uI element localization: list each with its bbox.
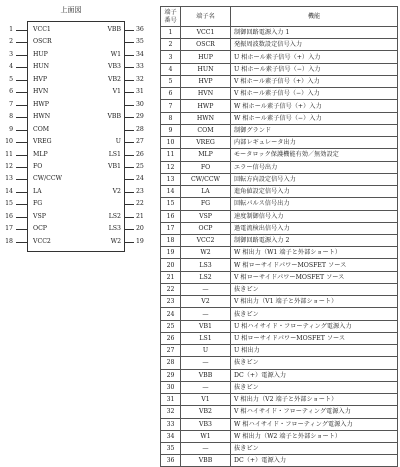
table-row [161,124,398,136]
cell-pin-number: 1 [161,27,181,39]
diagram-pin-left [3,86,73,98]
cell-function: 回転方向設定信号入力 [231,173,398,185]
cell-pin-name: HUP [181,51,231,63]
header-pin-number: 端子 番号 [161,7,181,27]
table-row [161,39,398,51]
diagram-pin-left [3,124,73,136]
pin-label: V2 [112,187,121,195]
pin-lead [125,55,134,56]
pin-number: 13 [5,175,13,183]
cell-pin-number: 27 [161,345,181,357]
pin-lead [16,117,27,118]
diagram-pin-left [3,161,73,173]
cell-pin-name: HWN [181,112,231,124]
pin-label: HWN [33,113,51,121]
pin-label: OCP [33,225,47,233]
cell-pin-number: 20 [161,259,181,271]
cell-pin-number: 14 [161,186,181,198]
pin-number: 15 [5,200,13,208]
table-row [161,296,398,308]
table-row [161,320,398,332]
cell-function: U 相ローサイドパワーMOSFET ソース [231,332,398,344]
cell-pin-number: 26 [161,332,181,344]
diagram-pin-left [3,198,73,210]
cell-pin-number: 29 [161,369,181,381]
table-row [161,345,398,357]
pin-label: VB2 [108,75,121,83]
cell-function: 制御回路電源入力 2 [231,234,398,246]
cell-pin-number: 33 [161,418,181,430]
table-row [161,381,398,393]
table-row [161,198,398,210]
cell-pin-number: 8 [161,112,181,124]
table-row [161,161,398,173]
pin-label: VSP [33,212,46,220]
diagram-pin-right [82,99,158,111]
diagram-pin-left [3,61,73,73]
table-row [161,100,398,112]
pin-lead [125,67,134,68]
pin-number: 7 [9,100,13,108]
pin-label: LS3 [108,225,121,233]
pin-number: 31 [136,88,144,96]
diagram-pin-right [82,49,158,61]
pin-label: LS1 [108,150,121,158]
cell-pin-number: 5 [161,75,181,87]
cell-pin-number: 22 [161,283,181,295]
cell-pin-name: — [181,357,231,369]
table-row [161,430,398,442]
pin-number: 10 [5,138,13,146]
pin-lead [125,217,134,218]
table-row [161,63,398,75]
cell-function: W 相ホール素子信号（−）入力 [231,112,398,124]
table-row [161,308,398,320]
pin-number: 28 [136,125,144,133]
cell-function: U 相ホール素子信号（−）入力 [231,63,398,75]
cell-function: 抜きピン [231,381,398,393]
cell-function: W 相出力（W1 端子と外部ショート） [231,247,398,259]
pin-label: FG [33,200,43,208]
diagram-pin-right [82,223,158,235]
pin-number: 22 [136,200,144,208]
pin-lead [125,167,134,168]
pin-number: 27 [136,138,144,146]
pin-label: VB3 [108,63,121,71]
cell-function: W 相ローサイドパワーMOSFET ソース [231,259,398,271]
diagram-pin-right [82,111,158,123]
table-row [161,406,398,418]
diagram-pin-right [82,236,158,248]
pin-lead [16,204,27,205]
pin-lead [16,167,27,168]
table-row [161,137,398,149]
cell-function: V 相出力（V2 端子と外部ショート） [231,394,398,406]
cell-function: 発振周波数設定信号入力 [231,39,398,51]
cell-function: U 相出力 [231,345,398,357]
pin-number: 29 [136,113,144,121]
diagram-pin-left [3,99,73,111]
pin-lead [16,217,27,218]
pin-lead [125,30,134,31]
header-function: 機能 [231,7,398,27]
cell-pin-name: W1 [181,430,231,442]
diagram-pin-left [3,136,73,148]
pin-lead [16,130,27,131]
cell-pin-name: OSCR [181,39,231,51]
table-row [161,222,398,234]
diagram-pin-left [3,223,73,235]
diagram-pin-left [3,36,73,48]
pin-number: 35 [136,38,144,46]
cell-pin-name: — [181,381,231,393]
pin-number: 33 [136,63,144,71]
cell-pin-name: W2 [181,247,231,259]
table-row [161,186,398,198]
cell-function: V 相ハイサイド・フローティング電源入力 [231,406,398,418]
pin-number: 25 [136,162,144,170]
cell-pin-name: VB1 [181,320,231,332]
cell-pin-name: LS2 [181,271,231,283]
cell-pin-number: 11 [161,149,181,161]
cell-pin-name: LS1 [181,332,231,344]
cell-function: 速度制御信号入力 [231,210,398,222]
cell-pin-number: 32 [161,406,181,418]
cell-pin-number: 34 [161,430,181,442]
diagram-pin-right [82,124,158,136]
diagram-pin-right [82,198,158,210]
cell-function: U 相ハイサイド・フローティング電源入力 [231,320,398,332]
pin-lead [16,55,27,56]
cell-pin-name: VBB [181,369,231,381]
diagram-pin-right [82,211,158,223]
header-pin-name: 端子名 [181,7,231,27]
cell-pin-number: 9 [161,124,181,136]
pin-label: HVN [33,88,49,96]
cell-pin-number: 3 [161,51,181,63]
table-row [161,332,398,344]
pin-lead [125,155,134,156]
cell-pin-name: LA [181,186,231,198]
diagram-pin-left [3,173,73,185]
pin-label: W2 [110,237,121,245]
pin-lead [16,155,27,156]
cell-pin-name: VSP [181,210,231,222]
pin-layout-diagram [0,0,158,458]
pin-number: 1 [9,26,13,33]
table-row [161,75,398,87]
cell-pin-number: 31 [161,394,181,406]
pin-label: LS2 [108,212,121,220]
pin-lead [125,80,134,81]
cell-pin-name: LS3 [181,259,231,271]
pin-number: 16 [5,212,13,220]
pin-label: HUP [33,50,48,58]
cell-pin-name: HWP [181,100,231,112]
pin-lead [125,117,134,118]
diagram-pin-left [3,211,73,223]
pin-number: 12 [5,162,13,170]
cell-pin-number: 6 [161,88,181,100]
diagram-pin-left [3,24,73,36]
cell-pin-number: 16 [161,210,181,222]
pin-lead [16,105,27,106]
cell-pin-number: 25 [161,320,181,332]
pin-number: 8 [9,113,13,121]
pin-number: 34 [136,50,144,58]
cell-pin-name: VREG [181,137,231,149]
diagram-title: 上面図 [60,6,82,14]
pin-number: 26 [136,150,144,158]
table-row [161,418,398,430]
cell-function: 制御グランド [231,124,398,136]
cell-pin-name: U [181,345,231,357]
pin-number: 23 [136,187,144,195]
cell-function: 回転パルス信号出力 [231,198,398,210]
cell-function: 進角値設定信号入力 [231,186,398,198]
cell-pin-name: FO [181,161,231,173]
cell-function: W 相出力（W2 端子と外部ショート） [231,430,398,442]
pin-label: LA [33,187,42,195]
diagram-pin-right [82,136,158,148]
pin-number: 5 [9,75,13,83]
cell-pin-number: 4 [161,63,181,75]
pin-lead [16,67,27,68]
cell-function: W 相ホール素子信号（+）入力 [231,100,398,112]
cell-pin-number: 12 [161,161,181,173]
diagram-pin-left [3,49,73,61]
table-row [161,357,398,369]
cell-pin-number: 19 [161,247,181,259]
cell-pin-name: — [181,308,231,320]
cell-pin-number: 18 [161,234,181,246]
cell-pin-number: 36 [161,455,181,467]
pin-number: 24 [136,175,144,183]
table-row [161,369,398,381]
pin-label: VBB [107,113,121,121]
pin-label: VREG [33,138,52,146]
pin-label: VBB [107,26,121,33]
pin-number: 17 [5,225,13,233]
pin-lead [16,229,27,230]
table-row [161,27,398,39]
pin-lead [125,242,134,243]
diagram-pin-left [3,74,73,86]
cell-pin-name: VB2 [181,406,231,418]
cell-pin-number: 28 [161,357,181,369]
table-row [161,210,398,222]
cell-function: W 相ハイサイド・フローティング電源入力 [231,418,398,430]
pin-number: 11 [5,150,13,158]
cell-pin-number: 21 [161,271,181,283]
cell-pin-name: MLP [181,149,231,161]
pin-label: CW/CCW [33,175,63,183]
diagram-pin-right [82,149,158,161]
pin-number: 6 [9,88,13,96]
pin-label: U [115,138,121,146]
pin-lead [125,204,134,205]
table-row [161,259,398,271]
pin-number: 2 [9,38,13,46]
cell-pin-name: COM [181,124,231,136]
cell-function: エラー信号出力 [231,161,398,173]
cell-pin-number: 24 [161,308,181,320]
pin-lead [125,92,134,93]
cell-function: 抜きピン [231,283,398,295]
pin-label: V1 [112,88,121,96]
cell-function: 抜きピン [231,308,398,320]
diagram-pin-right [82,86,158,98]
cell-pin-number: 7 [161,100,181,112]
pin-function-table [160,6,398,467]
cell-function: DC（+）電源入力 [231,369,398,381]
table-row [161,283,398,295]
pin-lead [16,42,27,43]
cell-pin-number: 2 [161,39,181,51]
cell-function: 制御回路電源入力 1 [231,27,398,39]
pin-number: 21 [136,212,144,220]
cell-pin-name: VCC1 [181,27,231,39]
pin-lead [16,179,27,180]
cell-function: V 相ホール素子信号（−）入力 [231,88,398,100]
cell-function: V 相ホール素子信号（+）入力 [231,75,398,87]
table-row [161,234,398,246]
diagram-pin-right [82,24,158,36]
cell-pin-name: — [181,442,231,454]
cell-pin-name: HVP [181,75,231,87]
table-row [161,149,398,161]
pin-lead [16,192,27,193]
pin-label: VB1 [108,162,121,170]
diagram-pin-right [82,61,158,73]
pin-label: HUN [33,63,50,71]
pin-label: COM [33,125,50,133]
cell-pin-name: HVN [181,88,231,100]
cell-pin-name: V2 [181,296,231,308]
table-row [161,173,398,185]
pin-label: HVP [33,75,48,83]
pin-label: FO [33,162,43,170]
pin-number: 19 [136,237,144,245]
pin-label: VCC2 [33,237,51,245]
cell-pin-number: 13 [161,173,181,185]
diagram-pin-right [82,186,158,198]
pin-number: 20 [136,225,144,233]
diagram-pin-left [3,186,73,198]
cell-pin-number: 30 [161,381,181,393]
pin-lead [16,242,27,243]
cell-function: U 相ホール素子信号（+）入力 [231,51,398,63]
diagram-pin-left [3,111,73,123]
cell-pin-name: VBB [181,455,231,467]
pin-lead [16,30,27,31]
table-header-row [161,7,398,27]
diagram-pin-right [82,161,158,173]
cell-pin-name: CW/CCW [181,173,231,185]
table-row [161,51,398,63]
cell-pin-number: 35 [161,442,181,454]
pin-label: W1 [110,50,121,58]
pin-number: 9 [9,125,13,133]
pin-lead [125,142,134,143]
cell-function: DC（+）電源入力 [231,455,398,467]
pin-lead [125,192,134,193]
cell-function: 抜きピン [231,442,398,454]
pin-lead [125,229,134,230]
pin-number: 32 [136,75,144,83]
diagram-pin-right [82,36,158,48]
cell-function: 抜きピン [231,357,398,369]
pin-lead [125,105,134,106]
pin-number: 30 [136,100,144,108]
cell-function: V 相出力（V1 端子と外部ショート） [231,296,398,308]
pin-number: 4 [9,63,13,71]
pin-lead [125,179,134,180]
cell-pin-name: — [181,283,231,295]
pin-number: 36 [136,26,144,33]
cell-pin-number: 15 [161,198,181,210]
table-row [161,271,398,283]
pin-label: HWP [33,100,49,108]
diagram-pin-right [82,74,158,86]
cell-function: 過電流検出信号入力 [231,222,398,234]
cell-pin-number: 17 [161,222,181,234]
cell-pin-name: FG [181,198,231,210]
cell-pin-name: OCP [181,222,231,234]
table-row [161,442,398,454]
table-row [161,455,398,467]
cell-pin-number: 23 [161,296,181,308]
pin-label: VCC1 [33,26,51,33]
cell-function: V 相ローサイドパワーMOSFET ソース [231,271,398,283]
pin-number: 3 [9,50,13,58]
pin-label: MLP [33,150,48,158]
table-row [161,112,398,124]
pin-lead [125,130,134,131]
pin-lead [125,42,134,43]
cell-function: モータロック保護機能有効／無効設定 [231,149,398,161]
cell-pin-name: VB3 [181,418,231,430]
cell-pin-name: V1 [181,394,231,406]
cell-pin-number: 10 [161,137,181,149]
pin-lead [16,142,27,143]
diagram-pin-left [3,149,73,161]
pin-lead [16,80,27,81]
cell-pin-name: VCC2 [181,234,231,246]
diagram-pin-right [82,173,158,185]
diagram-pin-left [3,236,73,248]
pin-number: 18 [5,237,13,245]
table-row [161,88,398,100]
pin-lead [16,92,27,93]
table-row [161,394,398,406]
pin-label: OSCR [33,38,52,46]
table-row [161,247,398,259]
cell-pin-name: HUN [181,63,231,75]
pin-number: 14 [5,187,13,195]
cell-function: 内部レギュレータ出力 [231,137,398,149]
